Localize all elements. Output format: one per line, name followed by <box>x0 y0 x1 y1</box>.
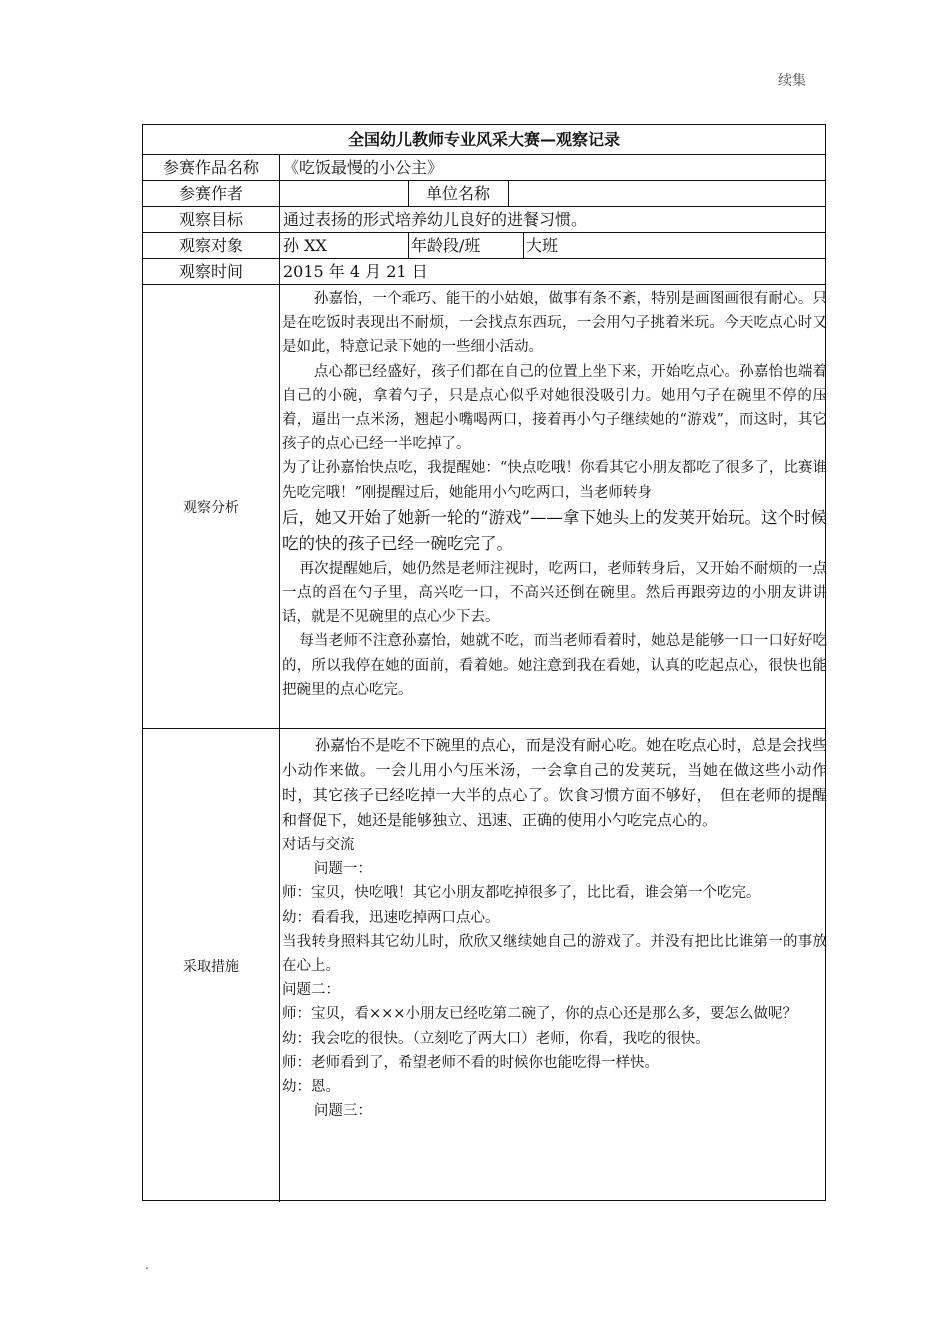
goal-value: 通过表扬的形式培养幼儿良好的进餐习惯。 <box>283 210 588 229</box>
measures-label: 采取措施 <box>143 729 280 1202</box>
row-time <box>143 259 825 285</box>
time-value: 2015 年 4 月 21 日 <box>283 262 428 281</box>
unit-value <box>508 181 511 206</box>
measures-paragraph: 孙嘉怡不是吃不下碗里的点心，而是没有耐心吃。她在吃点心时，总是会找些小动作来做。一会儿用小勺压米汤，一会拿自己的发荚玩，当她在做这些小动作时，其它孩子已经吃掉一大半的点心了。饮食习惯方面不够好， 但在老师的提醒和督促下，她还是能够独立、迅速、正确的使用小勺吃完点心的。 <box>282 736 827 829</box>
measures-text <box>282 733 827 1123</box>
time-label: 观察时间 <box>143 259 280 284</box>
unit-label: 单位名称 <box>425 184 490 203</box>
dialog-line: 师：宝贝，看×××小朋友已经吃第二碗了，你的点心还是那么多，要怎么做呢？ <box>282 1006 797 1023</box>
row-measures <box>143 729 825 1202</box>
form-title: 全国幼儿教师专业风采大赛—观察记录 <box>143 125 825 155</box>
dialog-line: 问题二： <box>282 982 340 999</box>
dialog-line: 当我转身照料其它幼儿时，欣欣又继续她自己的游戏了。并没有把比比谁第一的事放在心上。 <box>282 933 827 975</box>
goal-label: 观察目标 <box>143 207 280 232</box>
header-note: 续集 <box>778 73 806 89</box>
work-name-value: 《吃饭最慢的小公主》 <box>283 158 444 177</box>
analysis-paragraph: 点心都已经盛好，孩子们都在自己的位置上坐下来，开始吃点心。孙嘉怡也端着自己的小碗，拿着勺子，只是点心似乎对她很没吸引力。她用勺子在碗里不停的压着，逼出一点米汤，翘起小嘴喝两口，接着再小勺子继续她的“游戏”，而这时，其它孩子的点心已经一半吃掉了。 <box>282 363 827 453</box>
analysis-paragraph: 每当老师不注意孙嘉怡，她就不吃，而当老师看着时，她总是能够一口一口好好吃的，所以我停在她的面前，看着她。她注意到我在看她，认真的吃起点心，很快也能把碗里的点心吃完。 <box>282 633 827 698</box>
dialog-line: 幼：看看我，迅速吃掉两口点心。 <box>282 909 500 926</box>
author-value <box>280 181 283 206</box>
dialog-line: 师：老师看到了，希望老师不看的时候你也能吃得一样快。 <box>282 1054 659 1071</box>
age-label: 年龄段/班 <box>411 236 481 255</box>
analysis-paragraph: 为了让孙嘉怡快点吃，我提醒她：“快点吃哦！你看其它小朋友都吃了很多了，比赛谁先吃完哦！”刚提醒过后，她能用小勺吃两口，当老师转身 <box>282 460 827 501</box>
analysis-label: 观察分析 <box>143 285 280 728</box>
author-label: 参赛作者 <box>143 181 280 206</box>
subject-value: 孙 XX <box>283 236 327 255</box>
age-value: 大班 <box>526 236 559 255</box>
subject-label: 观察对象 <box>143 233 280 258</box>
observation-form-table <box>142 124 826 1201</box>
analysis-paragraph: 再次提醒她后，她仍然是老师注视时，吃两口，老师转身后，又开始不耐烦的一点一点的舀在勺子里，高兴吃一口，不高兴还倒在碗里。然后再跟旁边的小朋友讲讲话，就是不见碗里的点心少下去。 <box>282 560 827 626</box>
row-goal <box>143 207 825 233</box>
dialog-line: 对话与交流 <box>282 837 355 853</box>
footer-dot: . <box>145 1258 149 1272</box>
analysis-paragraph: 后，她又开始了她新一轮的“游戏”——拿下她头上的发荚开始玩。这个时候吃的快的孩子已经一碗吃完了。 <box>282 507 827 553</box>
dialog-line: 问题一： <box>313 861 372 878</box>
dialog-line: 幼：我会吃的很快。（立刻吃了两大口）老师，你看，我吃的很快。 <box>282 1030 710 1047</box>
dialog-line: 问题三： <box>313 1103 372 1120</box>
row-subject <box>143 233 825 259</box>
row-work-name <box>143 155 825 181</box>
dialog-line: 师：宝贝，快吃哦！其它小朋友都吃掉很多了，比比看，谁会第一个吃完。 <box>282 885 761 902</box>
row-author <box>143 181 825 207</box>
analysis-text <box>282 287 827 702</box>
analysis-paragraph: 孙嘉怡，一个乖巧、能干的小姑娘，做事有条不紊，特别是画图画很有耐心。只是在吃饭时表现出不耐烦，一会找点东西玩，一会用勺子挑着米玩。今天吃点心时又是如此，特意记录下她的一些细小活动。 <box>282 291 827 356</box>
work-name-label: 参赛作品名称 <box>143 155 280 180</box>
dialog-line: 幼：恩。 <box>282 1079 340 1096</box>
row-analysis <box>143 285 825 729</box>
